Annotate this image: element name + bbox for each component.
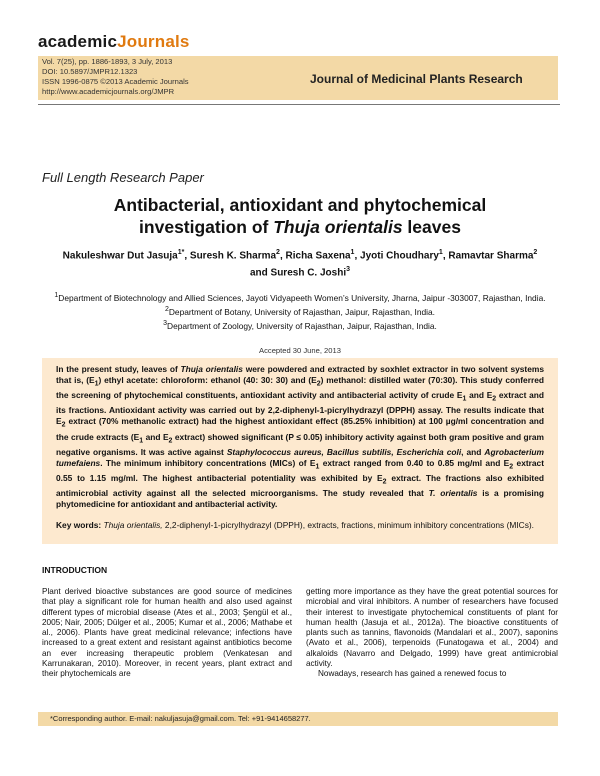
- corresponding-author: *Corresponding author. E-mail: nakuljasuja@gmail.com. Tel: +91-9414658277.: [50, 714, 311, 723]
- abstract-text: In the present study, leaves of: [56, 364, 181, 374]
- abstract-text: , and: [461, 446, 485, 457]
- abstract-sub: 2: [509, 463, 514, 471]
- affiliation-sup: 1: [54, 292, 59, 299]
- author-sup: 1: [438, 249, 443, 256]
- abstract-text: and E: [143, 431, 169, 442]
- title-text-end: leaves: [402, 217, 461, 237]
- affiliation-text: Department of Botany, University of Rajasthan, Jaipur, Rajasthan, India.: [168, 306, 435, 317]
- abstract-sub: 2: [61, 421, 66, 429]
- abstract-sub: 1: [139, 437, 144, 445]
- abstract-sub: 1: [315, 463, 320, 471]
- affiliation-text: Department of Biotechnology and Allied Sciences, Jayoti Vidyapeeth Women’s University, Jharna, Jaipur -303007, Rajasthan, India.: [58, 292, 546, 303]
- abstract-text: extract. The fractions also exhibited antimicrobial activity against all the selected microorganisms. The study revealed that: [56, 472, 544, 499]
- affiliation-sup: 3: [163, 319, 168, 327]
- author: Nakuleshwar Dut Jasuja: [62, 250, 178, 262]
- author: and Suresh C. Joshi: [249, 267, 347, 279]
- abstract-italic: T. orientalis: [428, 488, 478, 499]
- paragraph: getting more importance as they have the great potential sources for microbial and viral inhibitors. A number of researchers have focused their interest to investigate phytochemical constituents of plant for human health (Jasuja et al., 2012a). The bioactive constituents of plants such as tannins, flavonoids (Mandalari et al., 2007), saponins (Avato et al., 2006), terpenoids (Funatogawa et al., 2004) and alkaloids (Navarro and Delgado, 1999) have great antimicrobial activity.: [306, 587, 558, 669]
- abstract-sub: 2: [492, 395, 497, 403]
- logo-academic: academic: [38, 32, 118, 51]
- publication-meta: Vol. 7(25), pp. 1886-1893, 3 July, 2013 DOI: 10.5897/JMPR12.1323 ISSN 1996-0875 ©2013 Academic Journals http://www.academicjournals.org/JMPR: [42, 57, 189, 96]
- affiliation-2: [50, 304, 550, 318]
- affiliations: [50, 290, 550, 331]
- abstract-text: extract ranged from 0.40 to 0.85 mg/ml and E: [319, 457, 510, 468]
- keywords-italic: Thuja orientalis,: [103, 520, 163, 530]
- abstract-text: extract 0.55 to 1.15 mg/ml. The highest antibacterial potentiality was exhibited by E: [56, 457, 545, 483]
- title-line-1: Antibacterial, antioxidant and phytochemical: [113, 195, 487, 215]
- abstract-text: . The minimum inhibitory concentrations (MICs) of E: [100, 457, 316, 468]
- accepted-date: Accepted 30 June, 2013: [259, 346, 341, 355]
- abstract-text: extract) showed significant (P ≤ 0.05) inhibitory activity against both gram positive and gram negative organisms. It was active against: [56, 431, 544, 457]
- abstract-italic: Staphylococcus aureus, Bacillus subtilis, Escherichia coli: [226, 446, 462, 457]
- abstract-text: were powdered and extracted by soxhlet extractor in two solvent systems that is, (E: [56, 364, 544, 385]
- affiliation-sup: 2: [164, 305, 169, 313]
- abstract-text: ) ethyl acetate: chloroform: ethanol (40: 30: 30) and (E: [98, 374, 317, 385]
- abstract-italic: Agrobacterium tumefaiens: [56, 446, 544, 468]
- keywords-label: Key words:: [56, 520, 102, 530]
- abstract-sub: 2: [382, 478, 387, 486]
- article-type: Full Length Research Paper: [42, 170, 204, 185]
- author: , Ramavtar Sharma: [442, 250, 534, 262]
- abstract-sub: 1: [462, 395, 467, 403]
- author-sup: 3: [346, 266, 351, 274]
- affiliation-3: [50, 318, 550, 332]
- abstract-sub: 2: [168, 437, 173, 445]
- abstract-text: extract and its fractions. Antioxidant activity was carried out by 2,2-diphenyl-1-picrylhydrazyl (DPPH) assay. The results indicate that E: [56, 390, 544, 427]
- keywords-text: 2,2-diphenyl-1-picrylhydrazyl (DPPH), extracts, fractions, minimum inhibitory concentrations (MICs).: [162, 520, 535, 530]
- abstract-text: extract (70% methanolic extract) had the highest antioxidant effect (85.25% inhibition) at 100 µg/ml concentration and the crude extracts (E: [56, 416, 544, 442]
- abstract-text: and E: [466, 390, 493, 401]
- abstract: [56, 364, 544, 510]
- author: , Richa Saxena: [279, 250, 351, 262]
- affiliation-1: [50, 290, 550, 304]
- abstract-italic: Thuja orientalis: [180, 364, 243, 374]
- journal-name: Journal of Medicinal Plants Research: [310, 72, 523, 86]
- title-line-2: [60, 216, 540, 238]
- author-sup: 2: [533, 249, 538, 256]
- keywords: [56, 520, 544, 531]
- publisher-logo: [38, 32, 190, 52]
- affiliation-text: Department of Zoology, University of Rajasthan, Jaipur, Rajasthan, India.: [167, 320, 437, 331]
- author-sup: 1*: [177, 249, 185, 256]
- author-sup: 1: [350, 249, 355, 256]
- title-text: investigation of: [139, 217, 274, 237]
- article-title: [60, 194, 540, 238]
- logo-journals: Journals: [117, 32, 190, 51]
- author: , Jyoti Choudhary: [354, 250, 439, 262]
- abstract-text: is a promising phytomedicine for antioxidant and antibacterial activity.: [56, 488, 544, 510]
- intro-column-2: [306, 587, 558, 680]
- title-species: Thuja orientalis: [273, 217, 403, 237]
- author: , Suresh K. Sharma: [184, 250, 277, 262]
- abstract-sub: 2: [316, 380, 321, 388]
- abstract-sub: 1: [94, 380, 99, 388]
- header-divider: [38, 104, 560, 105]
- author-list: [60, 246, 540, 281]
- section-heading: INTRODUCTION: [42, 565, 108, 575]
- abstract-text: ) methanol: distilled water (70:30). This study conferred the screening of phytochemical constituents, antioxidant activity and antibacterial activity of crude E: [56, 374, 544, 401]
- author-sup: 2: [276, 249, 280, 256]
- paragraph: Nowadays, research has gained a renewed focus to: [318, 669, 507, 679]
- intro-column-1: Plant derived bioactive substances are good source of medicines that play a significant role for human health and also used against different types of microbial disease (Ates et al., 2003; Şengül et al., 2005; Nair, 2005; Dülger et al., 2005; Kumar et al., 2006; Mathabe et al., 2006). Plants have great medicinal relevance; infections have increased to a great extent and resistant against antibiotics become an ever increasing therapeutic problem (Venkatesan and Karrunakaran, 2010). Moreover, in recent years, plant extract and their phytochemicals are: [42, 587, 292, 679]
